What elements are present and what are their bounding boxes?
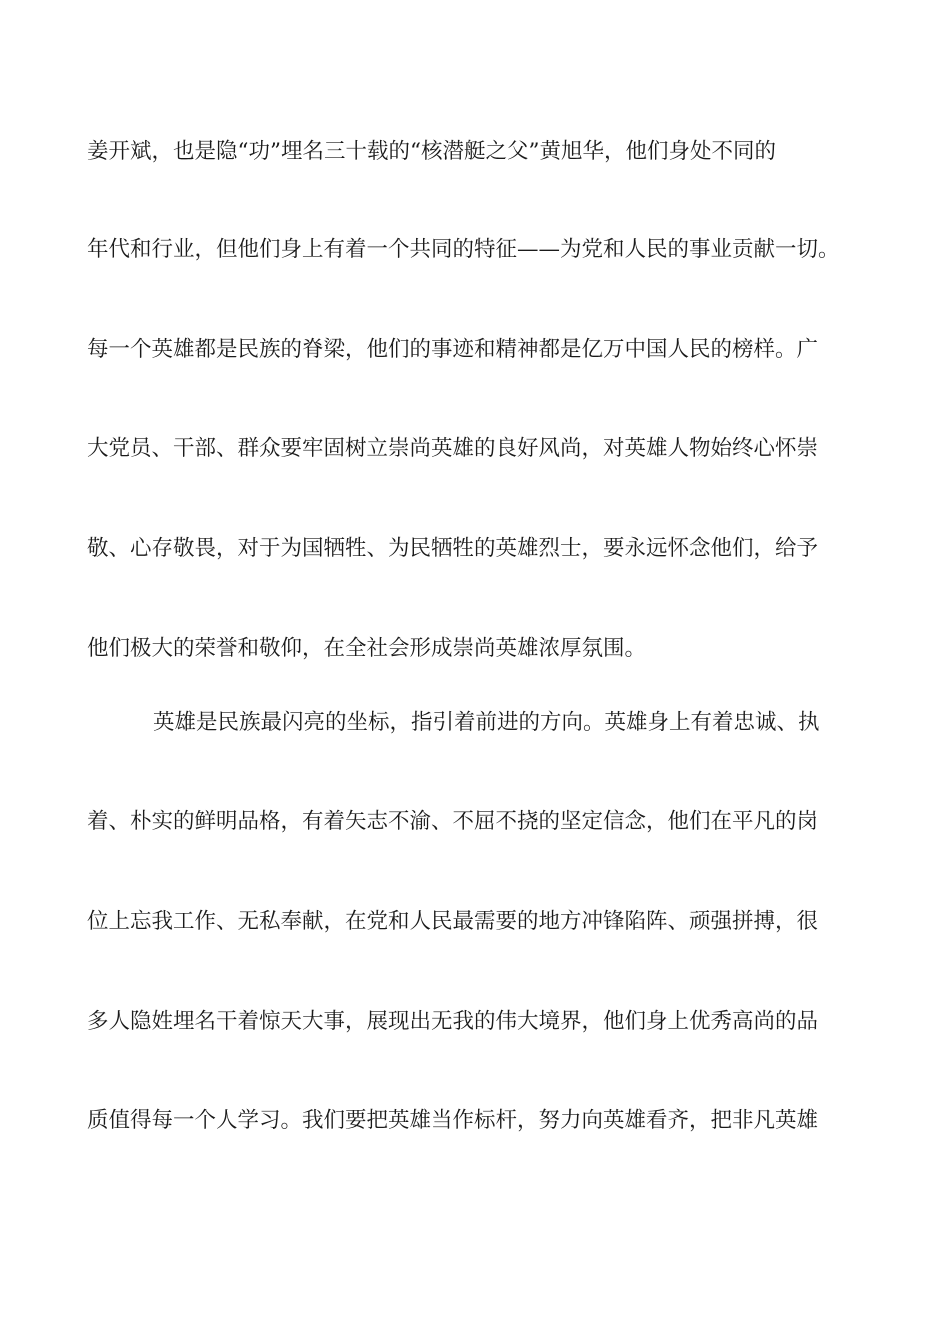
text-line: 年代和行业，但他们身上有着一个共同的特征——为党和人民的事业贡献一切。	[87, 237, 840, 262]
text-line: 每一个英雄都是民族的脊梁，他们的事迹和精神都是亿万中国人民的榜样。广	[87, 337, 819, 362]
text-line: 他们极大的荣誉和敬仰，在全社会形成崇尚英雄浓厚氛围。	[87, 636, 647, 661]
text-line: 着、朴实的鲜明品格，有着矢志不渝、不屈不挠的坚定信念，他们在平凡的岗	[87, 809, 819, 834]
text-line: 大党员、干部、群众要牢固树立崇尚英雄的良好风尚，对英雄人物始终心怀崇	[87, 436, 819, 461]
text-line: 敬、心存敬畏，对于为国牺牲、为民牺牲的英雄烈士，要永远怀念他们，给予	[87, 536, 819, 561]
text-line: 姜开斌，也是隐“功”埋名三十载的“核潜艇之父”黄旭华，他们身处不同的	[87, 139, 776, 164]
text-line: 质值得每一个人学习。我们要把英雄当作标杆，努力向英雄看齐，把非凡英雄	[87, 1108, 819, 1133]
paragraph-first-line: 英雄是民族最闪亮的坐标，指引着前进的方向。英雄身上有着忠诚、执	[153, 710, 820, 735]
text-line: 多人隐姓埋名干着惊天大事，展现出无我的伟大境界，他们身上优秀高尚的品	[87, 1009, 819, 1034]
text-line: 位上忘我工作、无私奉献，在党和人民最需要的地方冲锋陷阵、顽强拼搏，很	[87, 909, 819, 934]
